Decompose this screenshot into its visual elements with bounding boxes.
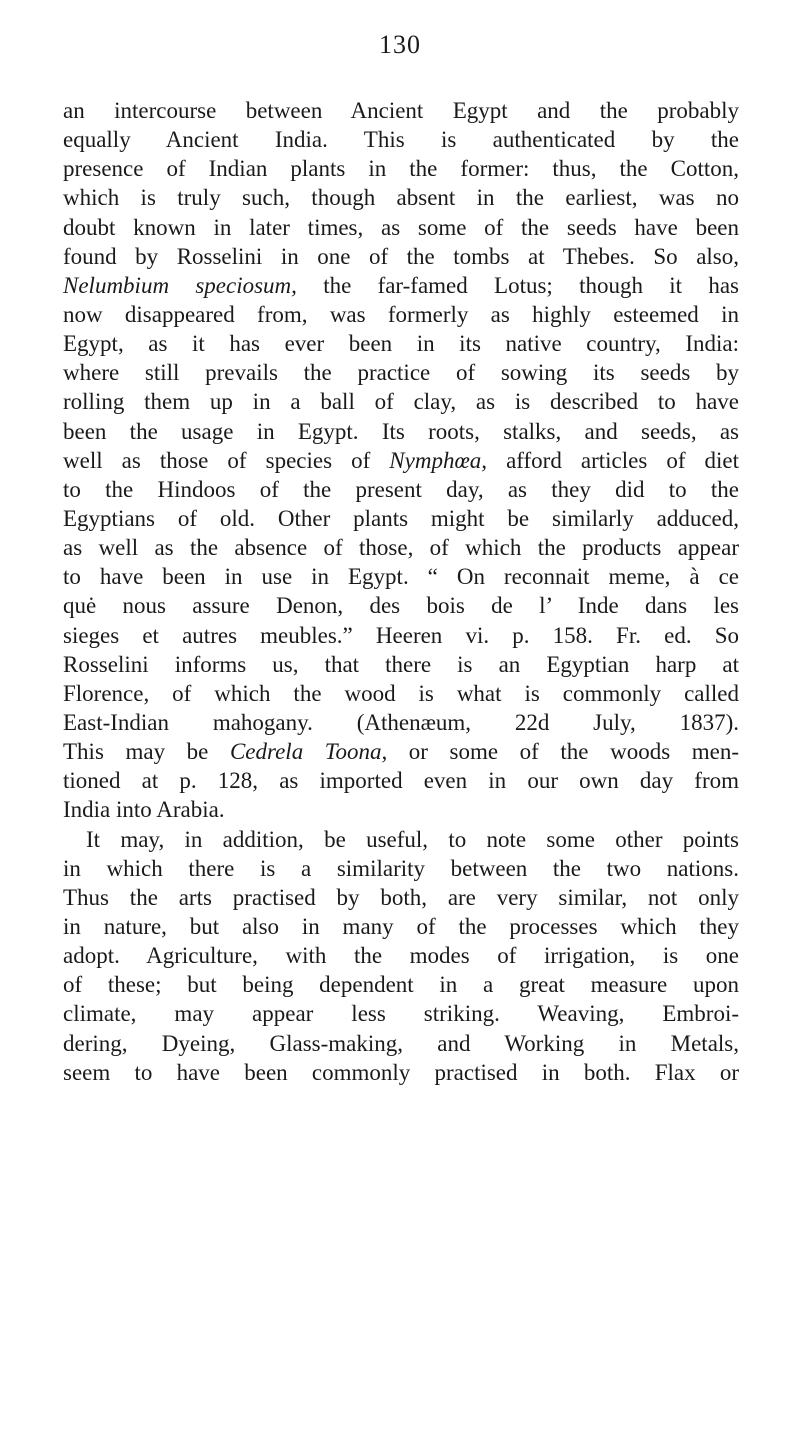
text-line: to have been in use in Egypt. “ On reconnait meme, à ce [63,564,739,590]
text-line: seem to have been commonly practised in both. Flax or [63,1059,739,1085]
text-line: sieges et autres meubles.” Heeren vi. p. 158. Fr. ed. So [63,622,739,648]
text-line [63,271,739,300]
text-run: or some of the woods men- [387,739,739,765]
text-line: doubt known in later times, as some of the seeds have been [63,214,739,240]
text-run: This may be [63,739,230,765]
text-run: the far-famed Lotus; though it has [296,272,739,298]
italic-term: Nelumbium speciosum, [63,272,297,298]
text-line: dering, Dyeing, Glass-making, and Working in Metals, [63,1030,739,1056]
italic-term: Cedrela Toona, [229,739,388,765]
text-line: Thus the arts practised by both, are very similar, not only [63,884,739,910]
text-line: quė nous assure Denon, des bois de l’ Inde dans les [63,593,739,619]
text-line: rolling them up in a ball of clay, as is described to have [63,389,739,415]
text-line: East-Indian mahogany. (Athenæum, 22d July, 1837). [63,709,739,735]
text-line: adopt. Agriculture, with the modes of irrigation, is one [63,943,739,969]
text-line: as well as the absence of those, of which the products appear [63,535,739,561]
text-line: equally Ancient India. This is authenticated by the [63,127,739,153]
text-line [63,446,739,475]
text-line: an intercourse between Ancient Egypt and the probably [63,98,739,123]
text-line: presence of Indian plants in the former: thus, the Cotton, [63,156,739,182]
text-line: found by Rosselini in one of the tombs at Thebes. So also, [63,243,739,269]
text-line: which is truly such, though absent in the earliest, was no [63,185,739,211]
text-line [63,737,739,766]
text-line: climate, may appear less striking. Weaving, Embroi- [63,1001,739,1027]
text-line: of these; but being dependent in a great measure upon [63,972,739,998]
text-line: India into Arabia. [63,797,225,823]
text-line: Florence, of which the wood is what is commonly called [63,680,739,706]
text-run: afford articles of diet [487,447,740,473]
text-line: Egyptians of old. Other plants might be similarly adduced, [63,505,739,531]
text-line: Rosselini informs us, that there is an Egyptian harp at [63,651,739,677]
text-line: where still prevails the practice of sowing its seeds by [63,360,739,386]
paragraph-1 [63,96,739,825]
page-number: 130 [379,30,421,59]
text-line: to the Hindoos of the present day, as they did to the [63,476,739,502]
text-line: in which there is a similarity between the two nations. [63,855,739,881]
paragraph-2 [63,825,739,1087]
body-text [63,96,739,1087]
italic-term: Nymphœa, [389,447,488,473]
text-line: in nature, but also in many of the processes which they [63,913,739,939]
text-line: now disappeared from, was formerly as highly esteemed in [63,301,739,327]
text-line: tioned at p. 128, as imported even in our own day from [63,768,739,794]
text-run: well as those of species of [63,447,390,473]
text-line: It may, in addition, be useful, to note some other points [86,826,739,852]
text-line: been the usage in Egypt. Its roots, stalks, and seeds, as [63,418,739,444]
text-line: Egypt, as it has ever been in its native country, India: [63,331,739,357]
